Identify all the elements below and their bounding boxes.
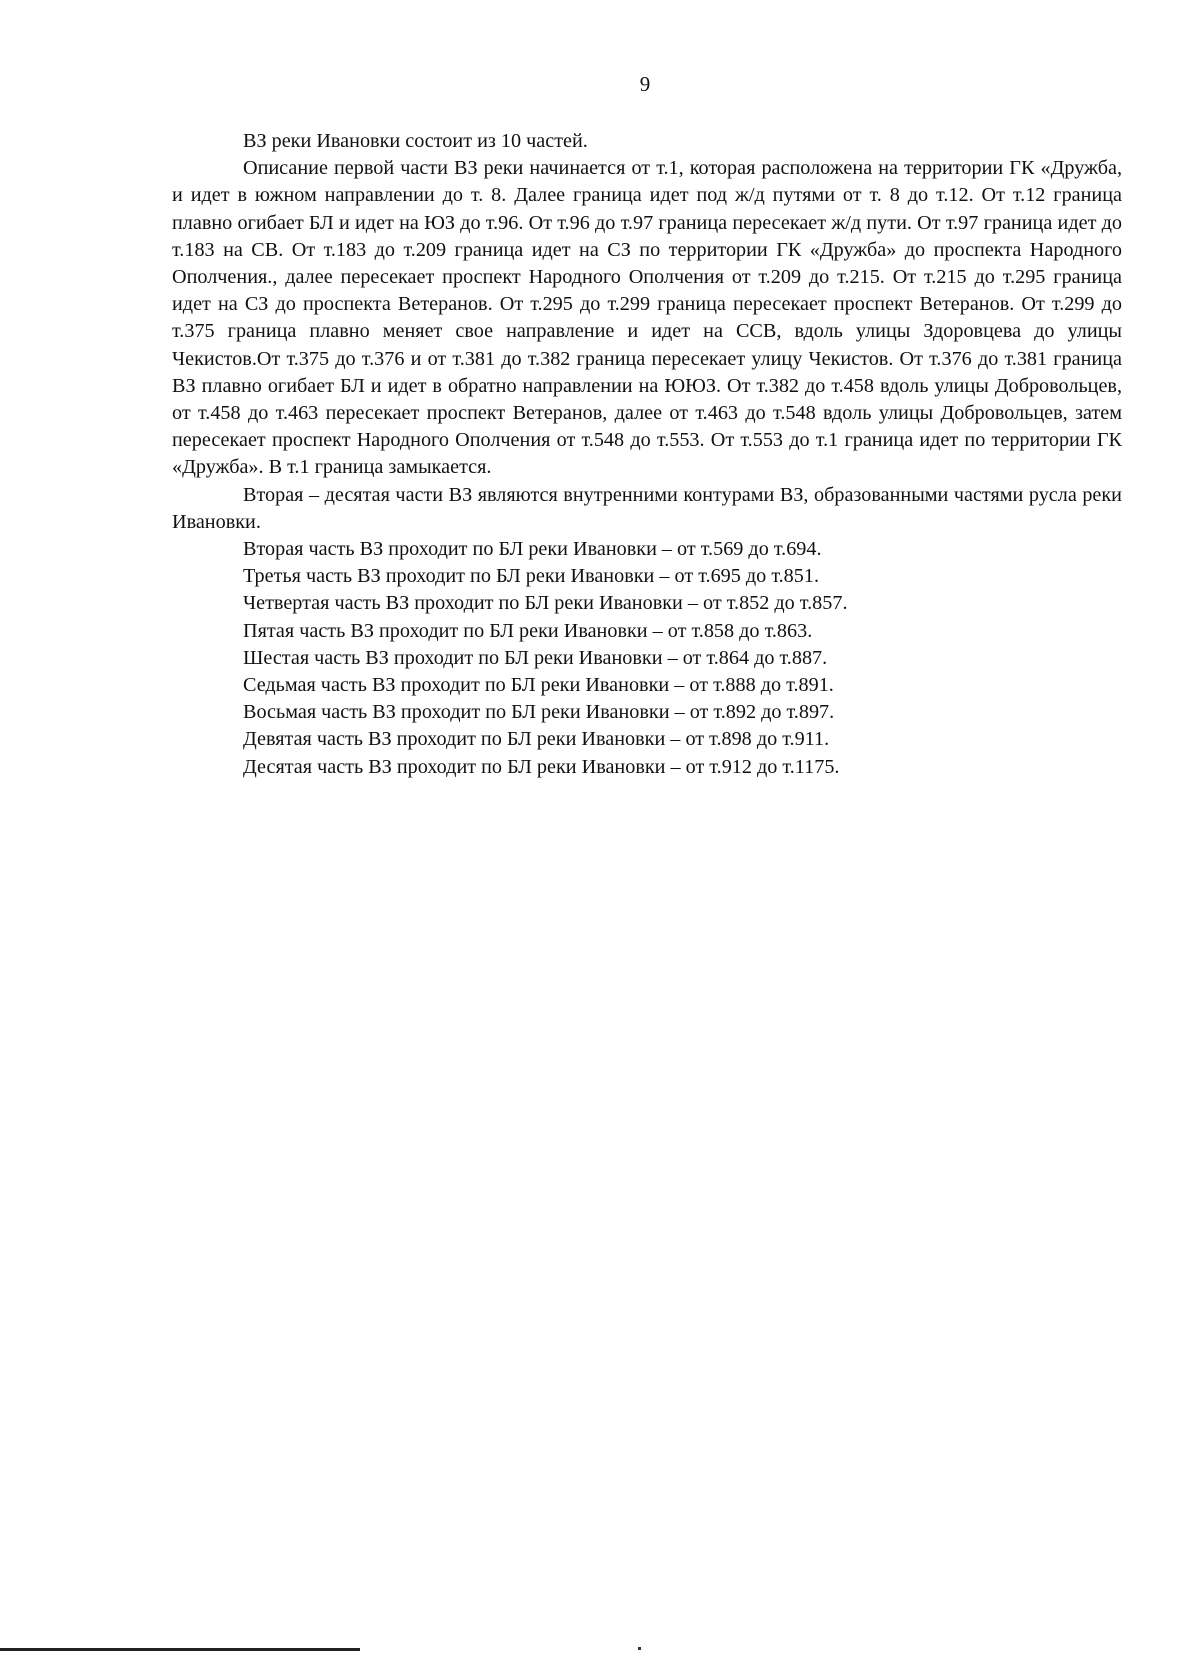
scan-speck [638, 1647, 641, 1650]
page-number: 9 [639, 72, 651, 96]
scan-edge-rule [0, 1648, 360, 1651]
inner-contours-paragraph: Вторая – десятая части ВЗ являются внутренними контурами ВЗ, образованными частями русла реки Ивановки. [172, 483, 1122, 533]
part-item-ninth: Девятая часть ВЗ проходит по БЛ реки Ивановки – от т.898 до т.911. [243, 728, 830, 751]
part-item-tenth: Десятая часть ВЗ проходит по БЛ реки Ивановки – от т.912 до т.1175. [243, 755, 840, 778]
part-item-fifth: Пятая часть ВЗ проходит по БЛ реки Ивановки – от т.858 до т.863. [243, 619, 813, 642]
intro-paragraph: ВЗ реки Ивановки состоит из 10 частей. [243, 130, 588, 152]
part-item-fourth: Четвертая часть ВЗ проходит по БЛ реки Ивановки – от т.852 до т.857. [243, 592, 848, 615]
part-item-eighth: Восьмая часть ВЗ проходит по БЛ реки Ивановки – от т.892 до т.897. [243, 701, 835, 724]
parts-list [172, 536, 1122, 781]
first-part-description: Описание первой части ВЗ реки начинается от т.1, которая расположена на территории ГК «Дружба, и идет в южном направлении до т. 8. Далее граница идет под ж/д путями от т. 8 до т.12. От т.12 граница плавно огибает БЛ и идет на ЮЗ до т.96. От т.96 до т.97 граница пересекает ж/д пути. От т.97 граница идет до т.183 на СВ. От т.183 до т.209 граница идет на СЗ по территории ГК «Дружба» до проспекта Народного Ополчения., далее пересекает проспект Народного Ополчения от т.209 до т.215. От т.215 до т.295 граница идет на СЗ до проспекта Ветеранов. От т.295 до т.299 граница пересекает проспект Ветеранов. От т.299 до т.375 граница плавно меняет свое направление и идет на ССВ, вдоль улицы Здоровцева до улицы Чекистов.От т.375 до т.376 и от т.381 до т.382 граница пересекает улицу Чекистов. От т.376 до т.381 граница ВЗ плавно огибает БЛ и идет в обратно направлении на ЮЮЗ. От т.382 до т.458 вдоль улицы Добровольцев, от т.458 до т.463 пересекает проспект Ветеранов, далее от т.463 до т.548 вдоль улицы Добровольцев, затем пересекает проспект Народного Ополчения от т.548 до т.553. От т.553 до т.1 граница идет по территории ГК «Дружба». В т.1 граница замыкается. [172, 157, 1122, 479]
part-item-third: Третья часть ВЗ проходит по БЛ реки Ивановки – от т.695 до т.851. [243, 565, 819, 588]
part-item-seventh: Седьмая часть ВЗ проходит по БЛ реки Ивановки – от т.888 до т.891. [243, 674, 834, 697]
document-body [172, 128, 1122, 781]
part-item-sixth: Шестая часть ВЗ проходит по БЛ реки Ивановки – от т.864 до т.887. [243, 646, 828, 669]
part-item-second: Вторая часть ВЗ проходит по БЛ реки Ивановки – от т.569 до т.694. [243, 538, 822, 561]
